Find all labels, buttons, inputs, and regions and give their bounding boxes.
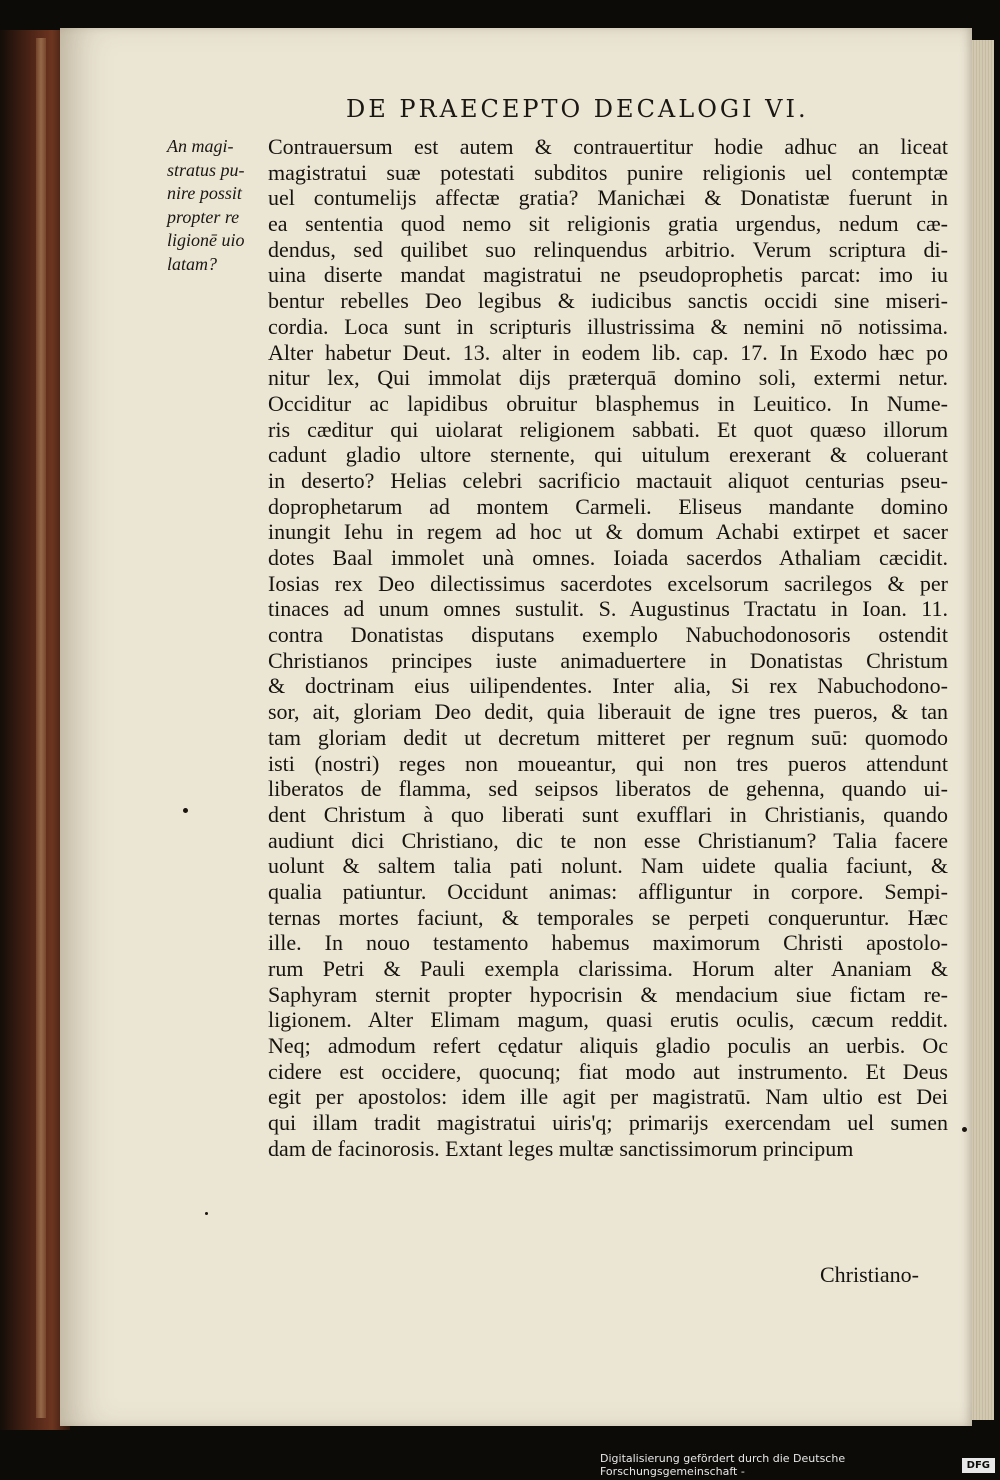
text-line: qualia patiuntur. Occidunt animas: affliguntur in corpore. Sempi- [268, 878, 948, 904]
text-line: nitur lex, Qui immolat dijs præterquā domino soli, extermi netur. [268, 365, 948, 391]
marginal-note-line: stratus pu- [167, 159, 245, 180]
ink-speck [205, 1212, 208, 1215]
text-line: dendus, sed quilibet suo relinquendus arbitrio. Verum scriptura di- [268, 236, 948, 262]
text-line: uolunt & saltem talia pati nolunt. Nam uidete qualia faciunt, & [268, 853, 948, 879]
ink-speck [962, 1127, 967, 1132]
body-text [268, 134, 948, 1162]
text-line: ille. In nouo testamento habemus maximorum Christi apostolo- [268, 930, 948, 956]
page-edge [972, 40, 994, 1420]
marginal-note-line: An magi- [167, 136, 234, 156]
text-line: ternas mortes faciunt, & temporales se perpeti conqueruntur. Hæc [268, 904, 948, 930]
catchword: Christiano- [820, 1262, 919, 1287]
footer-credit [600, 1452, 995, 1478]
running-head: DE PRAECEPTO DECALOGI VI. [346, 95, 809, 123]
text-line: magistratui suæ potestati subditos punire religionis uel contemptæ [268, 159, 948, 185]
text-line: Neq; admodum refert cędatur aliquis gladio poculis an uerbis. Oc [268, 1033, 948, 1059]
text-line: dam de facinorosis. Extant leges multæ sanctissimorum principum [268, 1135, 854, 1161]
marginal-note-line: ligionē uio [167, 230, 245, 250]
dfg-logo: DFG [962, 1458, 995, 1473]
text-line: dotes Baal immolet unà omnes. Ioiada sacerdos Athaliam cæcidit. [268, 545, 948, 570]
text-line: inungit Iehu in regem ad hoc ut & domum Achabi extirpet et sacer [268, 519, 948, 545]
text-line: cidere est occidere, quocunq; fiat modo aut instrumento. Et Deus [268, 1058, 948, 1084]
marginal-note [167, 135, 267, 276]
text-line: audiunt dici Christiano, dic te non esse Christianum? Talia facere [268, 827, 948, 853]
text-line: ea sententia quod nemo sit religionis gratia urgendus, nedum cæ- [268, 211, 948, 237]
marginal-note-line: latam? [167, 253, 218, 274]
text-line: bentur rebelles Deo legibus & iudicibus sanctis occidi sine miseri- [268, 288, 948, 314]
text-line: ris cæditur qui uiolarat religionem sabbati. Et quot quæso illorum [268, 416, 948, 442]
text-line: doprophetarum ad montem Carmeli. Eliseus mandante domino [268, 493, 948, 519]
text-line: ligionem. Alter Elimam magum, quasi erutis oculis, cæcum reddit. [268, 1007, 948, 1033]
text-line: Contrauersum est autem & contrauertitur hodie adhuc an liceat [268, 134, 948, 159]
text-line: contra Donatistas disputans exemplo Nabuchodonosoris ostendit [268, 622, 948, 648]
text-line: & doctrinam eius uilipendentes. Inter alia, Si rex Nabuchodono- [268, 673, 948, 699]
spine-edge [36, 38, 46, 1418]
text-line: cordia. Loca sunt in scripturis illustrissima & nemini nō notissima. [268, 313, 948, 339]
text-line: sor, ait, gloriam Deo dedit, quia liberauit de igne tres pueros, & tan [268, 699, 948, 725]
text-line: Christianos principes iuste animaduertere in Donatistas Christum [268, 647, 948, 673]
text-line: rum Petri & Pauli exempla clarissima. Horum alter Ananiam & [268, 956, 948, 981]
text-line: Occiditur ac lapidibus obruitur blasphemus in Leuitico. In Nume- [268, 390, 948, 416]
text-line: uina diserte mandat magistratui ne pseudoprophetis parcat: imo iu [268, 262, 948, 288]
text-line: isti (nostri) reges non moueantur, qui non tres pueros attendunt [268, 750, 948, 776]
footer-credit-text: Digitalisierung gefördert durch die Deutsche Forschungsgemeinschaft - [600, 1452, 846, 1478]
text-line: uel contumelijs affectæ gratia? Manichæi & Donatistæ fuerunt in [268, 185, 948, 211]
text-line: Iosias rex Deo dilectissimus sacerdotes excelsorum sacrilegos & per [268, 570, 948, 596]
text-line: dent Christum à quo liberati sunt exufflari in Christianis, quando [268, 801, 948, 827]
text-line: liberatos de flamma, sed seipsos liberatos de gehenna, quando ui- [268, 776, 948, 802]
text-line: tinaces ad unum omnes sustulit. S. Augustinus Tractatu in Ioan. 11. [268, 596, 948, 622]
text-line: qui illam tradit magistratui uiris'q; primarijs exercendam uel sumen [268, 1110, 948, 1136]
text-line: Saphyram sternit propter hypocrisin & mendacium siue fictam re- [268, 981, 948, 1007]
marginal-note-line: propter re [167, 206, 240, 227]
text-line: egit per apostolos: idem ille agit per magistratū. Nam ultio est Dei [268, 1084, 948, 1110]
text-line: tam gloriam dedit ut decretum mitteret per regnum suū: quomodo [268, 724, 948, 750]
marginal-note-line: nire possit [167, 183, 242, 203]
text-line: in deserto? Helias celebri sacrificio mactauit aliquot centurias pseu- [268, 467, 948, 493]
text-line: cadunt gladio ultore sternente, qui uitulum erexerant & coluerant [268, 442, 948, 468]
text-line: Alter habetur Deut. 13. alter in eodem lib. cap. 17. In Exodo hæc po [268, 339, 948, 365]
ink-speck [183, 808, 188, 813]
